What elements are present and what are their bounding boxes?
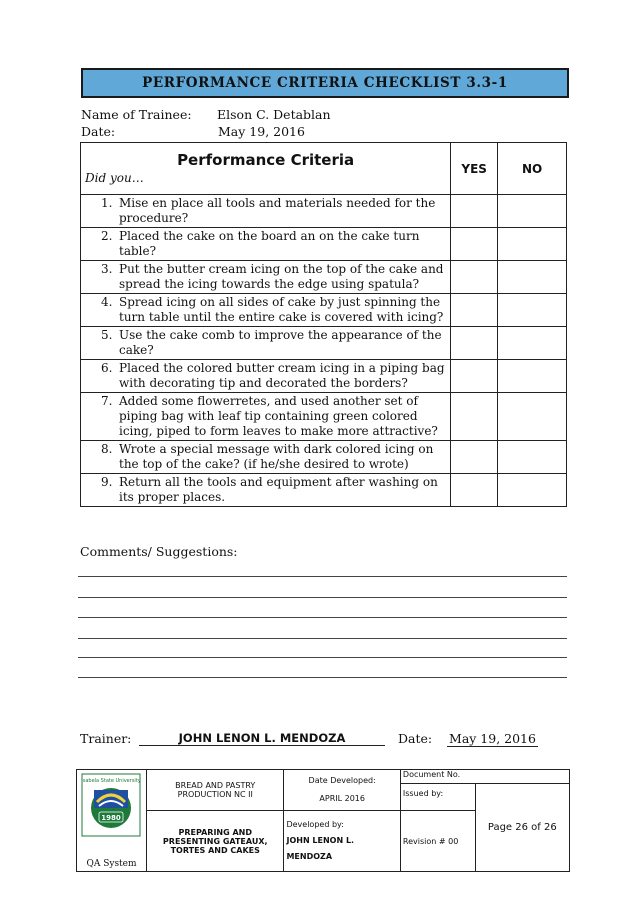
criteria-table [80,142,567,507]
criterion-text: Use the cake comb to improve the appearance of the cake? [119,328,442,357]
criterion-cell [81,327,451,360]
no-checkbox-cell[interactable] [498,261,567,294]
no-checkbox-cell[interactable] [498,195,567,228]
criterion-cell [81,294,451,327]
criterion-cell [81,360,451,393]
criterion-number: 1. [101,196,113,210]
criterion-cell [81,393,451,441]
yes-checkbox-cell[interactable] [451,195,498,228]
table-row [81,195,567,228]
criterion-item [81,261,450,293]
table-row [81,294,567,327]
no-checkbox-cell[interactable] [498,228,567,261]
page-number: Page 26 of 26 [475,784,569,872]
table-row [81,261,567,294]
criterion-text: Placed the colored butter cream icing in a piping bag with decorating tip and decorated the borders? [119,361,445,390]
comment-line[interactable] [78,576,567,577]
table-row [81,228,567,261]
document-footer [76,769,570,872]
no-checkbox-cell[interactable] [498,474,567,507]
table-row [81,441,567,474]
no-header: NO [498,143,567,195]
criterion-number: 3. [101,262,113,276]
yes-checkbox-cell[interactable] [451,261,498,294]
criterion-item [81,294,450,326]
trainee-name: Elson C. Detablan [217,107,331,122]
criterion-number: 9. [101,475,113,489]
yes-checkbox-cell[interactable] [451,474,498,507]
table-row [81,474,567,507]
document-no-label: Document No. [400,770,569,784]
criterion-text: Put the butter cream icing on the top of the cake and spread the icing towards the edge using spatula? [119,262,444,291]
date-label: Date: [81,124,116,139]
university-seal-icon [77,770,146,844]
no-checkbox-cell[interactable] [498,294,567,327]
course-title: BREAD AND PASTRY PRODUCTION NC II [147,770,284,811]
developed-by-label: Developed by: [286,820,344,829]
criterion-text: Placed the cake on the board an on the cake turn table? [119,229,420,258]
table-row [81,327,567,360]
trainer-date: May 19, 2016 [447,731,538,747]
date-developed-value: APRIL 2016 [319,794,365,803]
criterion-cell [81,441,451,474]
svg-text:1980: 1980 [101,814,121,822]
no-checkbox-cell[interactable] [498,327,567,360]
criteria-header: Performance Criteria [177,151,355,169]
criterion-cell [81,195,451,228]
trainer-date-label: Date: [398,731,433,746]
svg-text:Isabela State University: Isabela State University [81,778,141,784]
checklist-title: PERFORMANCE CRITERIA CHECKLIST 3.3-1 [81,68,569,98]
criterion-text: Mise en place all tools and materials needed for the procedure? [119,196,436,225]
table-row [81,360,567,393]
criterion-item [81,327,450,359]
criterion-cell [81,474,451,507]
criterion-cell [81,261,451,294]
criterion-number: 8. [101,442,113,456]
criterion-item [81,441,450,473]
criterion-item [81,474,450,506]
trainer-name: JOHN LENON L. MENDOZA [139,731,385,746]
date-developed-cell [284,770,400,811]
date-value: May 19, 2016 [218,124,305,139]
criterion-number: 4. [101,295,113,309]
yes-checkbox-cell[interactable] [451,360,498,393]
criterion-number: 5. [101,328,113,342]
table-row [81,393,567,441]
qa-system-label: QA System [86,859,137,869]
no-checkbox-cell[interactable] [498,360,567,393]
comment-line[interactable] [78,638,567,639]
trainee-label: Name of Trainee: [81,107,192,122]
criterion-item [81,393,450,440]
yes-checkbox-cell[interactable] [451,228,498,261]
no-checkbox-cell[interactable] [498,441,567,474]
criterion-text: Spread icing on all sides of cake by just spinning the turn table until the entire cake is covered with icing? [119,295,444,324]
criterion-cell [81,228,451,261]
criterion-number: 2. [101,229,113,243]
yes-checkbox-cell[interactable] [451,441,498,474]
criterion-item [81,195,450,227]
trainer-label: Trainer: [80,731,132,746]
module-title: PREPARING AND PRESENTING GATEAUX, TORTES AND CAKES [147,811,284,872]
criterion-text: Return all the tools and equipment after washing on its proper places. [119,475,438,504]
criterion-number: 6. [101,361,113,375]
criteria-header-cell [81,143,451,195]
comment-line[interactable] [78,657,567,658]
criterion-text: Wrote a special message with dark colored icing on the top of the cake? (if he/she desired to wrote) [119,442,434,471]
comment-line[interactable] [78,677,567,678]
footer-logo-cell [77,770,147,872]
no-checkbox-cell[interactable] [498,393,567,441]
yes-checkbox-cell[interactable] [451,327,498,360]
yes-checkbox-cell[interactable] [451,393,498,441]
issued-by-label: Issued by: [400,784,475,811]
yes-header: YES [451,143,498,195]
criterion-number: 7. [101,394,113,408]
developed-by-value: JOHN LENON L. MENDOZA [286,836,355,861]
developed-by-cell [284,811,400,872]
comments-label: Comments/ Suggestions: [80,544,238,559]
criterion-item [81,228,450,260]
date-developed-label: Date Developed: [308,776,376,785]
comment-line[interactable] [78,597,567,598]
revision-label: Revision # 00 [400,811,475,872]
yes-checkbox-cell[interactable] [451,294,498,327]
table-header-row [81,143,567,195]
criterion-item [81,360,450,392]
comment-line[interactable] [78,617,567,618]
criterion-text: Added some flowerretes, and used another set of piping bag with leaf tip containing green colored icing, piped to form leaves to make more attractive? [119,394,438,438]
did-you-label: Did you… [85,171,144,185]
